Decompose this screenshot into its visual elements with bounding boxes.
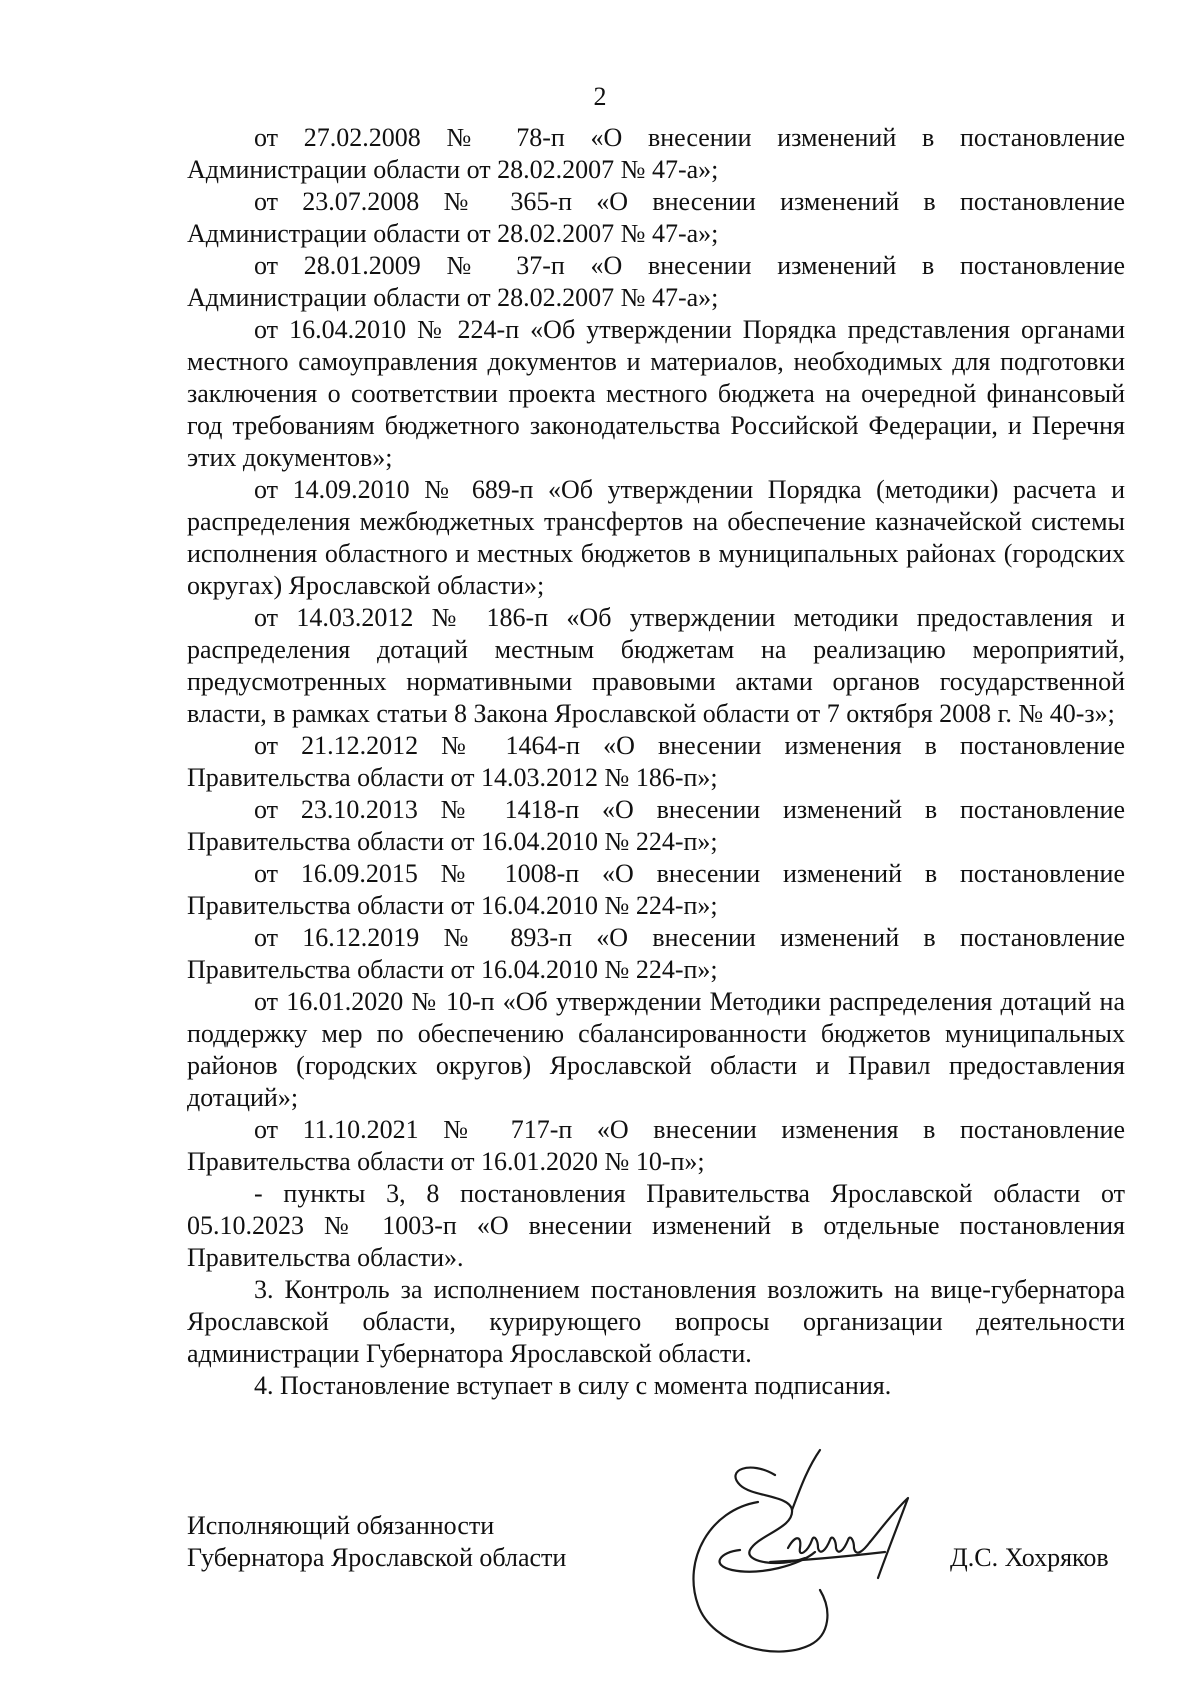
signer-position-line2: Губернатора Ярославской области [187,1543,567,1572]
list-item-resolution-893p: от 16.12.2019 № 893-п «О внесении изменений в постановление Правительства области от 16.04.2010 № 224-п»; [187,923,1125,984]
document-body [187,122,1125,1402]
list-item-resolution-37p: от 28.01.2009 № 37-п «О внесении изменений в постановление Администрации области от 28.02.2007 № 47-а»; [187,251,1125,312]
list-item-resolution-78p: от 27.02.2008 № 78-п «О внесении изменений в постановление Администрации области от 28.02.2007 № 47-а»; [187,123,1125,184]
signer-name: Д.С. Хохряков [950,1543,1109,1572]
list-item-resolution-689p: от 14.09.2010 № 689-п «Об утверждении Порядка (методики) расчета и распределения межбюджетных трансфертов на обеспечение казначейской системы исполнения областного и местных бюджетов в муниципальных районах (городских округах) Ярославской области»; [187,475,1125,600]
list-item-resolution-1418p: от 23.10.2013 № 1418-п «О внесении изменений в постановление Правительства области от 16.04.2010 № 224-п»; [187,795,1125,856]
list-item-resolution-10p: от 16.01.2020 № 10-п «Об утверждении Методики распределения дотаций на поддержку мер по обеспечению сбалансированности бюджетов муниципальных районов (городских округов) Ярославской области и Правил предоставления дотаций»; [187,987,1125,1112]
handwritten-signature-icon [680,1440,940,1670]
clause-4-effective: 4. Постановление вступает в силу с момента подписания. [254,1371,892,1400]
list-item-resolution-186p: от 14.03.2012 № 186-п «Об утверждении методики предоставления и распределения дотаций местным бюджетам на реализацию мероприятий, предусмотренных нормативными правовыми актами органов государственной власти, в рамках статьи 8 Закона Ярославской области от 7 октября 2008 г. № 40-з»; [187,603,1125,728]
list-item-resolution-1464p: от 21.12.2012 № 1464-п «О внесении изменения в постановление Правительства области от 14.03.2012 № 186-п»; [187,731,1125,792]
signer-position [187,1510,566,1574]
signer-position-line1: Исполняющий обязанности [187,1511,495,1540]
list-item-resolution-365p: от 23.07.2008 № 365-п «О внесении изменений в постановление Администрации области от 28.02.2007 № 47-а»; [187,187,1125,248]
page-number: 2 [593,82,607,111]
list-item-resolution-1008p: от 16.09.2015 № 1008-п «О внесении изменений в постановление Правительства области от 16.04.2010 № 224-п»; [187,859,1125,920]
list-item-resolution-717p: от 11.10.2021 № 717-п «О внесении изменения в постановление Правительства области от 16.01.2020 № 10-п»; [187,1115,1125,1176]
clause-3-control: 3. Контроль за исполнением постановления возложить на вице-губернатора Ярославской области, курирующего вопросы организации деятельности администрации Губернатора Ярославской области. [187,1275,1125,1368]
list-item-resolution-224p: от 16.04.2010 № 224-п «Об утверждении Порядка представления органами местного самоуправления документов и материалов, необходимых для подготовки заключения о соответствии проекта местного бюджета на очередной финансовый год требованиям бюджетного законодательства Российской Федерации, и Перечня этих документов»; [187,315,1125,472]
list-item-resolution-1003p: - пункты 3, 8 постановления Правительства Ярославской области от 05.10.2023 № 1003-п «О внесении изменений в отдельные постановления Правительства области». [187,1179,1125,1272]
